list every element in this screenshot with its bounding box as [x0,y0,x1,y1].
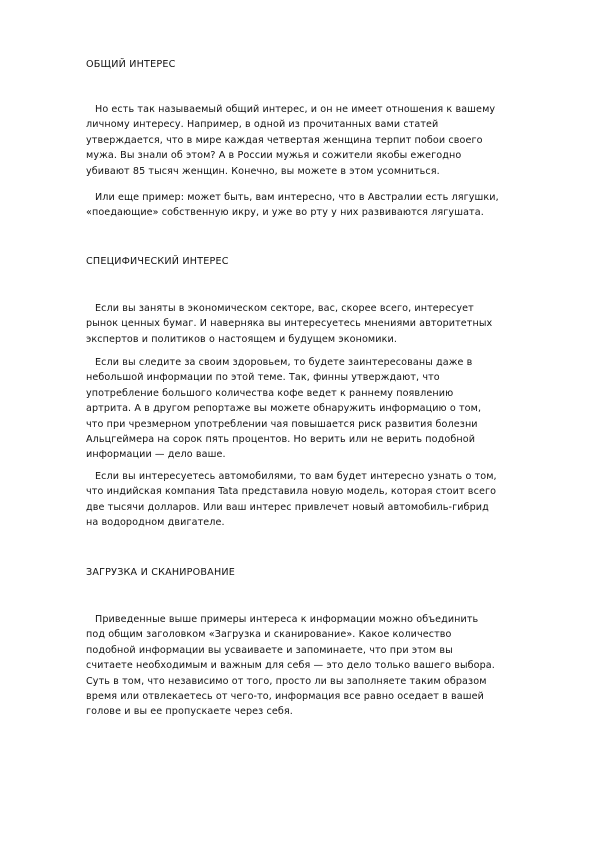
section-heading-specific-interest: СПЕЦИФИЧЕСКИЙ ИНТЕРЕС [86,256,229,267]
text-line: что при чрезмерном употреблении чая повышается риск развития болезни [86,418,478,430]
text-line: подобной информации вы усваиваете и запоминаете, что при этом вы [86,644,453,656]
text-line: употребление большого количества кофе ведет к раннему появлению [86,387,454,399]
text-line: информации — дело ваше. [86,449,226,461]
text-line: Суть в том, что независимо от того, просто ли вы заполняете таким образом [86,675,487,687]
text-line: две тысячи долларов. Или ваш интерес привлечет новый автомобиль-гибрид [86,501,489,513]
text-line: личному интересу. Например, в одной из прочитанных вами статей [86,119,439,131]
text-line: артрита. А в другом репортаже вы можете обнаружить информацию о том, [86,403,482,415]
text-line: Но есть так называемый общий интерес, и он не имеет отношения к вашему [95,104,496,115]
text-line: голове и вы ее пропускаете через себя. [86,706,293,718]
text-line: Если вы интересуетесь автомобилями, то вам будет интересно узнать о том, [95,471,497,482]
text-line: рынок ценных бумаг. И наверняка вы интересуетесь мнениями авторитетных [86,318,493,330]
text-line: что индийская компания Tata представила новую модель, которая стоит всего [86,486,497,498]
paragraph [86,612,556,720]
text-line: на водородном двигателе. [86,517,225,529]
text-line: Или еще пример: может быть, вам интересно, что в Австралии есть лягушки, [95,192,499,203]
paragraph [86,355,556,463]
text-line: Приведенные выше примеры интереса к информации можно объединить [95,614,479,625]
text-line: утверждается, что в мире каждая четвертая женщина терпит побои своего [86,134,483,146]
text-line: экспертов и политиков о настоящем и будущем экономики. [86,333,397,345]
text-line: под общим заголовком «Загрузка и сканирование». Какое количество [86,629,452,641]
paragraph [86,190,556,221]
text-line: Если вы заняты в экономическом секторе, вас, скорее всего, интересует [95,303,474,314]
paragraph [86,301,556,347]
text-line: Если вы следите за своим здоровьем, то будете заинтересованы даже в [95,357,473,368]
text-line: «поедающие» собственную икру, и уже во рту у них развиваются лягушата. [86,207,484,219]
text-line: мужа. Вы знали об этом? А в России мужья и сожители якобы ежегодно [86,150,462,162]
text-line: небольшой информации по этой теме. Так, финны утверждают, что [86,372,440,384]
paragraph [86,469,556,531]
text-line: считаете необходимым и важным для себя — это дело только вашего выбора. [86,660,495,672]
section-heading-general-interest: ОБЩИЙ ИНТЕРЕС [86,59,176,70]
text-line: время или отвлекаетесь от чего-то, информация все равно оседает в вашей [86,691,484,703]
section-heading-loading-scanning: ЗАГРУЗКА И СКАНИРОВАНИЕ [86,567,235,578]
paragraph [86,102,556,179]
text-line: убивают 85 тысяч женщин. Конечно, вы можете в этом усомниться. [86,165,440,177]
text-line: Альцгеймера на сорок пять процентов. Но верить или не верить подобной [86,434,476,446]
